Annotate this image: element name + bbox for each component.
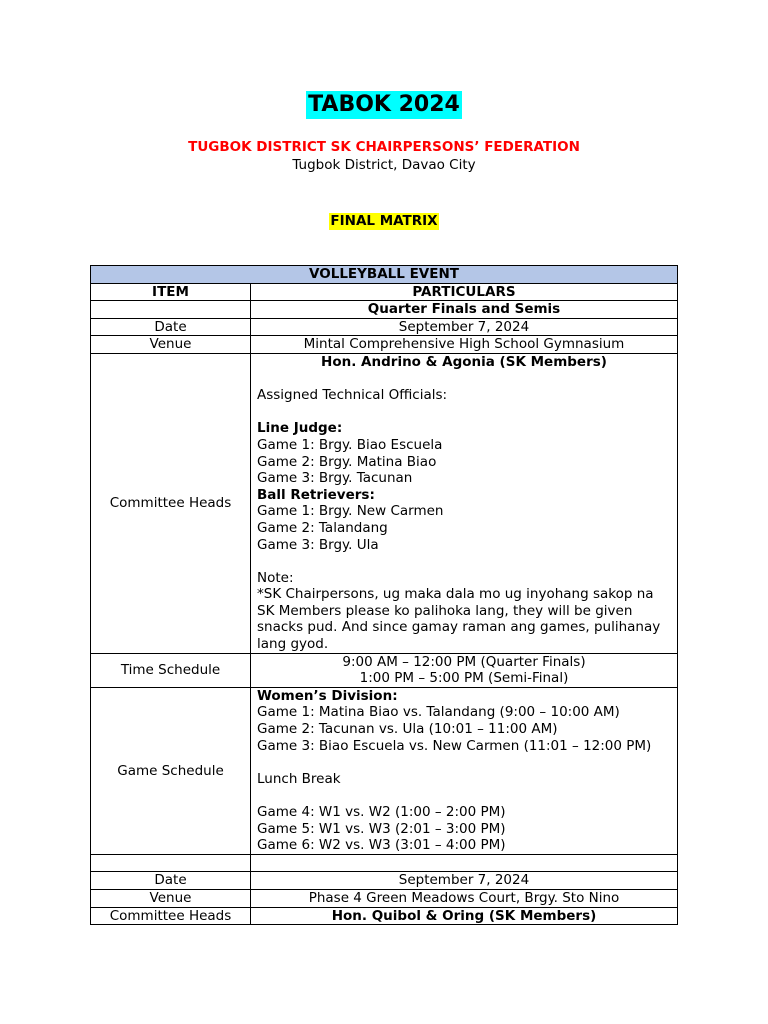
assigned-officials-label: Assigned Technical Officials: bbox=[257, 387, 448, 404]
committee-heads-value: Hon. Andrino & Agonia (SK Members) bbox=[321, 353, 607, 370]
matrix-label-wrap bbox=[0, 210, 768, 230]
table-cell bbox=[251, 854, 678, 872]
col-header-item: ITEM bbox=[91, 283, 251, 301]
col-header-particulars: PARTICULARS bbox=[251, 283, 678, 301]
committee-heads-label: Committee Heads bbox=[91, 907, 251, 925]
title-wrap bbox=[0, 91, 768, 119]
committee-details bbox=[251, 353, 678, 653]
table-row bbox=[91, 318, 678, 336]
womens-division-label: Women’s Division: bbox=[257, 687, 398, 704]
venue-label: Venue bbox=[91, 889, 251, 907]
document-title: TABOK 2024 bbox=[308, 92, 460, 117]
game-schedule-value bbox=[251, 687, 678, 854]
note-line: *SK Chairpersons, ug maka dala mo ug inyohang sakop na bbox=[257, 586, 654, 603]
table-row bbox=[91, 336, 678, 354]
game-item: Game 4: W1 vs. W2 (1:00 – 2:00 PM) bbox=[257, 804, 506, 820]
list-item: Game 3: Brgy. Tacunan bbox=[257, 470, 413, 487]
table-row bbox=[91, 687, 678, 854]
table-row bbox=[91, 889, 678, 907]
time-line: 9:00 AM – 12:00 PM (Quarter Finals) bbox=[342, 653, 586, 670]
time-schedule-value bbox=[251, 653, 678, 687]
table-cell bbox=[91, 854, 251, 872]
event-header: VOLLEYBALL EVENT bbox=[91, 266, 678, 284]
spacer bbox=[257, 404, 671, 421]
line-judge-label: Line Judge: bbox=[257, 420, 343, 437]
date-value: September 7, 2024 bbox=[251, 872, 678, 890]
organization-name: TUGBOK DISTRICT SK CHAIRPERSONS’ FEDERATION bbox=[188, 139, 580, 155]
section-heading: Quarter Finals and Semis bbox=[251, 301, 678, 319]
committee-heads-label: Committee Heads bbox=[91, 353, 251, 653]
table-cell bbox=[91, 301, 251, 319]
time-schedule-label: Time Schedule bbox=[91, 653, 251, 687]
table-row bbox=[91, 907, 678, 925]
list-item: Game 2: Brgy. Matina Biao bbox=[257, 453, 437, 470]
table-row bbox=[91, 266, 678, 284]
matrix-label: FINAL MATRIX bbox=[330, 213, 438, 229]
game-item: Game 6: W2 vs. W3 (3:01 – 4:00 PM) bbox=[257, 837, 506, 854]
note-line: SK Members please ko palihoka lang, they will be given bbox=[257, 602, 633, 619]
location: Tugbok District, Davao City bbox=[292, 157, 476, 173]
game-item: Game 1: Matina Biao vs. Talandang (9:00 – 10:00 AM) bbox=[257, 704, 620, 721]
time-line: 1:00 PM – 5:00 PM (Semi-Final) bbox=[359, 670, 569, 687]
table-row bbox=[91, 872, 678, 890]
list-item: Game 1: Brgy. Biao Escuela bbox=[257, 436, 443, 453]
spacer bbox=[257, 787, 671, 804]
committee-heads-value: Hon. Quibol & Oring (SK Members) bbox=[251, 907, 678, 925]
spacer bbox=[257, 371, 671, 388]
list-item: Game 2: Talandang bbox=[257, 519, 388, 536]
date-label: Date bbox=[91, 872, 251, 890]
table-row bbox=[91, 854, 678, 872]
note-line: snacks pud. And since gamay raman ang games, pulihanay bbox=[257, 619, 661, 636]
game-item: Game 3: Biao Escuela vs. New Carmen (11:01 – 12:00 PM) bbox=[257, 737, 652, 754]
note-line: lang gyod. bbox=[257, 636, 329, 653]
list-item: Game 3: Brgy. Ula bbox=[257, 536, 379, 553]
game-item: Game 2: Tacunan vs. Ula (10:01 – 11:00 AM) bbox=[257, 721, 558, 738]
game-schedule-label: Game Schedule bbox=[91, 687, 251, 854]
spacer bbox=[257, 754, 671, 771]
game-item: Game 5: W1 vs. W3 (2:01 – 3:00 PM) bbox=[257, 820, 506, 837]
note-label: Note: bbox=[257, 569, 294, 586]
spacer bbox=[257, 553, 671, 570]
lunch-break: Lunch Break bbox=[257, 770, 341, 787]
list-item: Game 1: Brgy. New Carmen bbox=[257, 503, 444, 520]
date-label: Date bbox=[91, 318, 251, 336]
table-row bbox=[91, 283, 678, 301]
venue-value: Mintal Comprehensive High School Gymnasium bbox=[251, 336, 678, 354]
date-value: September 7, 2024 bbox=[251, 318, 678, 336]
schedule-table bbox=[90, 265, 678, 925]
venue-value: Phase 4 Green Meadows Court, Brgy. Sto Nino bbox=[251, 889, 678, 907]
table-row bbox=[91, 353, 678, 653]
table-row bbox=[91, 653, 678, 687]
ball-retrievers-label: Ball Retrievers: bbox=[257, 486, 375, 503]
venue-label: Venue bbox=[91, 336, 251, 354]
table-row bbox=[91, 301, 678, 319]
